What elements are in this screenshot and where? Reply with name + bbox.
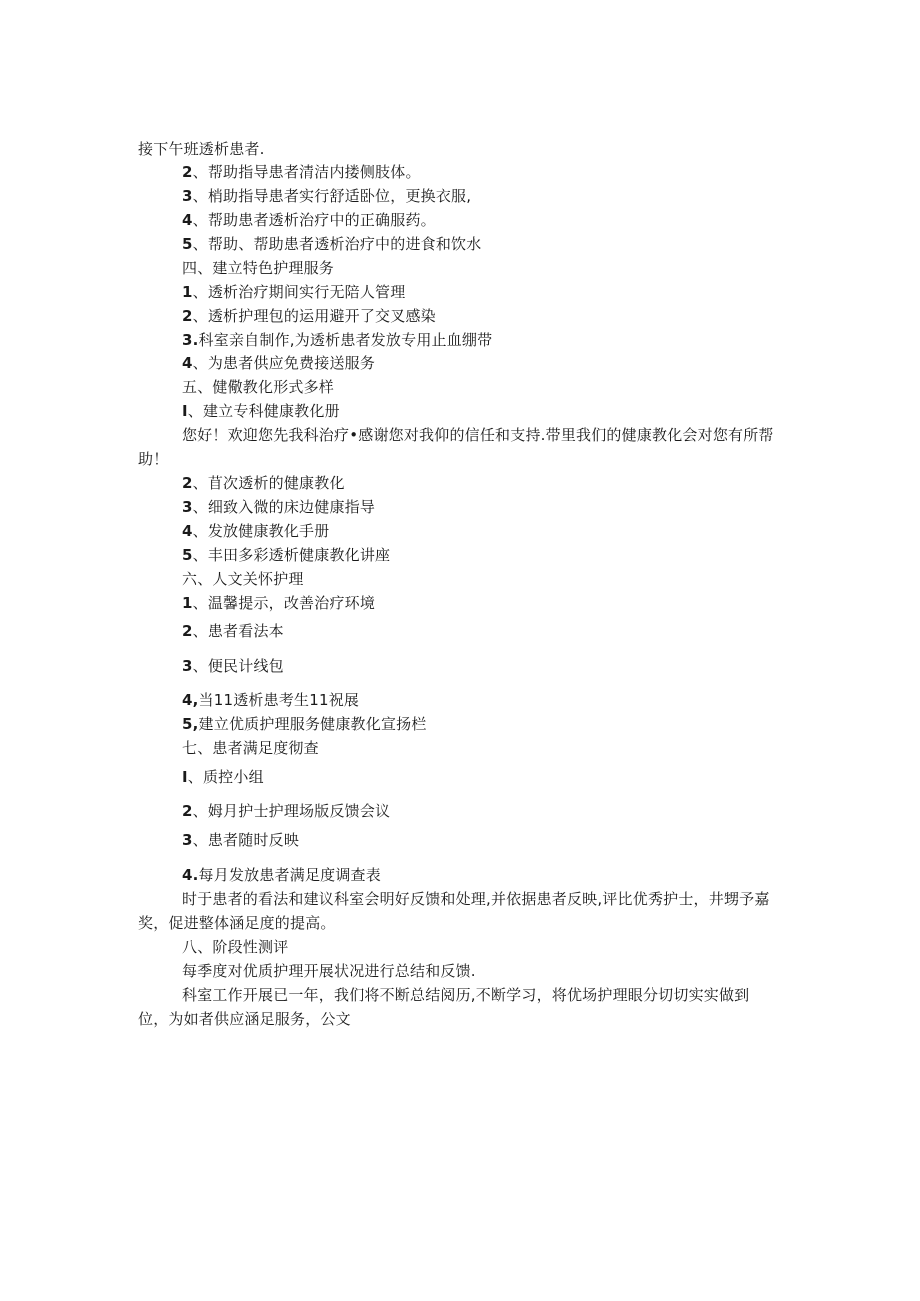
item-text: 时于患者的看法和建议科室会明好反馈和处理,并依据患者反映,评比优秀护士，井甥予嘉 — [182, 890, 770, 908]
text-line — [182, 330, 492, 350]
item-text: 、姆月护士护理场版反馈会议 — [192, 802, 391, 820]
text-line — [182, 593, 375, 613]
item-number: 5 — [182, 546, 193, 564]
item-text: 科室工作开展已一年，我们将不断总结阅历,不断学习，将优场护理眼分切切实实做到 — [182, 986, 750, 1004]
item-number: 3 — [182, 498, 193, 516]
item-text: 、帮助患者透析治疗中的正确服药。 — [192, 211, 436, 229]
item-text: 建立优质护理服务健康教化宣扬栏 — [198, 715, 427, 733]
item-text: 六、人文关怀护理 — [182, 570, 304, 588]
item-text: 、为患者供应免费接送服务 — [192, 354, 376, 372]
item-text: 、苜次透析的健康教化 — [192, 474, 345, 492]
item-text: 位，为如者供应涵足服务，公文 — [138, 1010, 351, 1028]
item-number: 4 — [182, 211, 193, 229]
text-line — [182, 889, 770, 909]
text-line — [182, 865, 381, 885]
item-number: 2 — [182, 622, 193, 640]
item-text: 、帮助、帮助患者透析治疗中的进食和饮水 — [192, 235, 482, 253]
item-number: 4 — [182, 354, 193, 372]
item-number: I — [182, 768, 188, 786]
text-line — [182, 767, 264, 787]
item-number: 3. — [182, 331, 199, 349]
item-text: 、质控小组 — [187, 768, 264, 786]
item-text: 、便民计线包 — [192, 657, 284, 675]
item-text: 、细致入微的床边健康指导 — [192, 498, 376, 516]
item-text: 当11透析患考生11祝展 — [198, 691, 360, 709]
item-text: 、温馨提示，改善治疗环境 — [192, 594, 376, 612]
text-line — [182, 353, 375, 373]
text-line — [182, 234, 481, 254]
text-line — [182, 497, 375, 517]
item-text: 五、健儆教化形式多样 — [182, 378, 335, 396]
text-line — [182, 258, 334, 278]
text-line — [182, 656, 284, 676]
text-line — [138, 913, 336, 933]
item-number: 4, — [182, 691, 199, 709]
text-line — [182, 473, 345, 493]
text-line — [182, 961, 476, 981]
text-line — [182, 306, 436, 326]
item-text: 、透析治疗期间实行无陪人管理 — [192, 283, 406, 301]
item-number: 3 — [182, 187, 193, 205]
text-line — [182, 985, 749, 1005]
item-text: 、透析护理包的运用避开了交叉感染 — [192, 307, 436, 325]
item-number: 3 — [182, 657, 193, 675]
item-number: 2 — [182, 307, 193, 325]
text-line — [138, 449, 168, 469]
item-text: 四、建立特色护理服务 — [182, 259, 335, 277]
item-number: 4 — [182, 522, 193, 540]
item-number: 2 — [182, 474, 193, 492]
text-line — [182, 569, 304, 589]
item-number: I — [182, 402, 188, 420]
text-line — [182, 830, 299, 850]
item-number: 1 — [182, 594, 193, 612]
text-line — [182, 690, 359, 710]
item-text: 七、患者满足度彻查 — [182, 739, 319, 757]
item-number: 1 — [182, 283, 193, 301]
text-line — [138, 1009, 351, 1029]
text-line — [182, 545, 390, 565]
text-line — [182, 282, 405, 302]
text-line — [182, 738, 319, 758]
text-line — [182, 621, 284, 641]
text-line — [182, 401, 340, 421]
text-line — [182, 162, 421, 182]
item-text: 接下午班透析患者. — [138, 140, 265, 158]
text-line — [182, 521, 329, 541]
item-text: 、建立专科健康教化册 — [187, 402, 340, 420]
text-line — [182, 937, 288, 957]
item-text: 、梢助指导患者实行舒适卧位，更换衣服, — [192, 187, 472, 205]
item-text: 八、阶段性测评 — [182, 938, 289, 956]
item-number: 4. — [182, 866, 199, 884]
item-number: 3 — [182, 831, 193, 849]
item-text: 助！ — [138, 450, 169, 468]
item-text: 、丰田多彩透析健康教化讲座 — [192, 546, 391, 564]
item-text: 、帮助指导患者清洁内搂侧肢体。 — [192, 163, 421, 181]
item-text: 每月发放患者满足度调查表 — [198, 866, 381, 884]
item-text: 、患者看法本 — [192, 622, 284, 640]
item-text: 奖，促进整体涵足度的提高。 — [138, 914, 336, 932]
item-text: 每季度对优质护理开展状况进行总结和反馈. — [182, 962, 476, 980]
item-number: 2 — [182, 163, 193, 181]
text-line — [182, 210, 436, 230]
text-line — [182, 425, 774, 445]
text-line — [182, 801, 390, 821]
item-text: 科室亲自制作,为透析患者发放专用止血绷带 — [198, 331, 493, 349]
item-text: 您好！欢迎您先我科治疗•感谢您对我仰的信任和支持.带里我们的健康教化会对您有所帮 — [182, 426, 774, 444]
item-number: 5, — [182, 715, 199, 733]
text-line — [182, 714, 427, 734]
item-text: 、发放健康教化手册 — [192, 522, 330, 540]
text-line — [182, 377, 334, 397]
item-number: 2 — [182, 802, 193, 820]
item-text: 、患者随时反映 — [192, 831, 300, 849]
item-number: 5 — [182, 235, 193, 253]
text-line — [138, 139, 265, 159]
text-line — [182, 186, 471, 206]
